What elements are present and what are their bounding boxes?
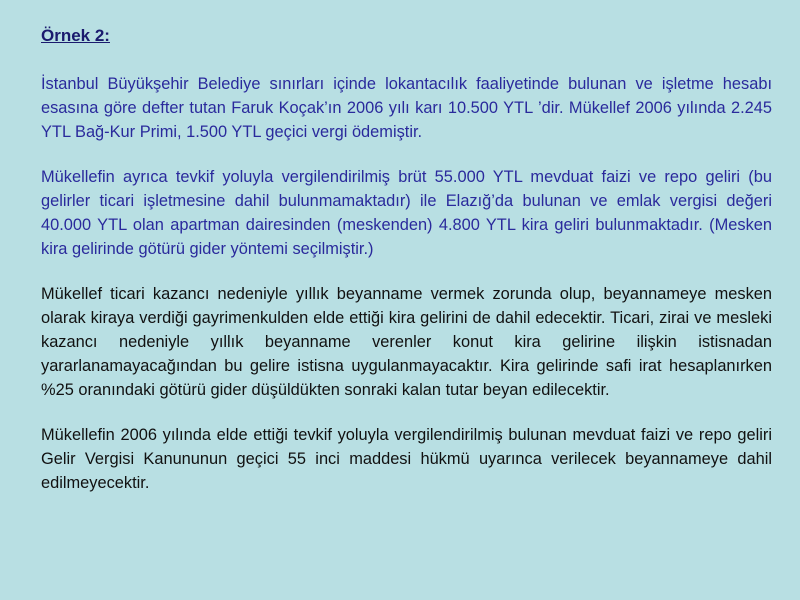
- paragraph-interest-exclusion: Mükellefin 2006 yılında elde ettiği tevkif yoluyla vergilendirilmiş bulunan mevduat faizi ve repo geliri Gelir Vergisi Kanununun geçici 55 inci maddesi hükmü uyarınca verilecek beyannameye dahil edilmeyecektir.: [41, 426, 772, 492]
- example-heading: Örnek 2:: [41, 26, 110, 45]
- paragraph-declaration-rules: Mükellef ticari kazancı nedeniyle yıllık beyanname vermek zorunda olup, beyannameye mesken olarak kiraya verdiği gayrimenkulden elde ettiği kira gelirini de dahil edecektir. Ticari, zirai ve mesleki kazancı nedeniyle yıllık beyanname verenler konut kira gelirine ilişkin istisnadan yararlanamayacağından bu gelire istisna uygulanmayacaktır. Kira gelirinde safi irat hesaplanırken %25 oranındaki götürü gider düşüldükten sonraki kalan tutar beyan edilecektir.: [41, 285, 772, 399]
- paragraph-additional-income: Mükellefin ayrıca tevkif yoluyla vergilendirilmiş brüt 55.000 YTL mevduat faizi ve repo geliri (bu gelirler ticari işletmesine dahil bulunmamaktadır) ile Elazığ’da bulunan ve emlak vergisi değeri 40.000 YTL olan apartman dairesinden (meskenden) 4.800 YTL kira geliri bulunmaktadır. (Mesken kira gelirinde götürü gider yöntemi seçilmiştir.): [41, 168, 772, 258]
- slide-content: [41, 24, 772, 516]
- paragraph-taxpayer-info: İstanbul Büyükşehir Belediye sınırları içinde lokantacılık faaliyetinde bulunan ve işletme hesabı esasına göre defter tutan Faruk Koçak’ın 2006 yılı karı 10.500 YTL ’dir. Mükellef 2006 yılında 2.245 YTL Bağ-Kur Primi, 1.500 YTL geçici vergi ödemiştir.: [41, 75, 772, 141]
